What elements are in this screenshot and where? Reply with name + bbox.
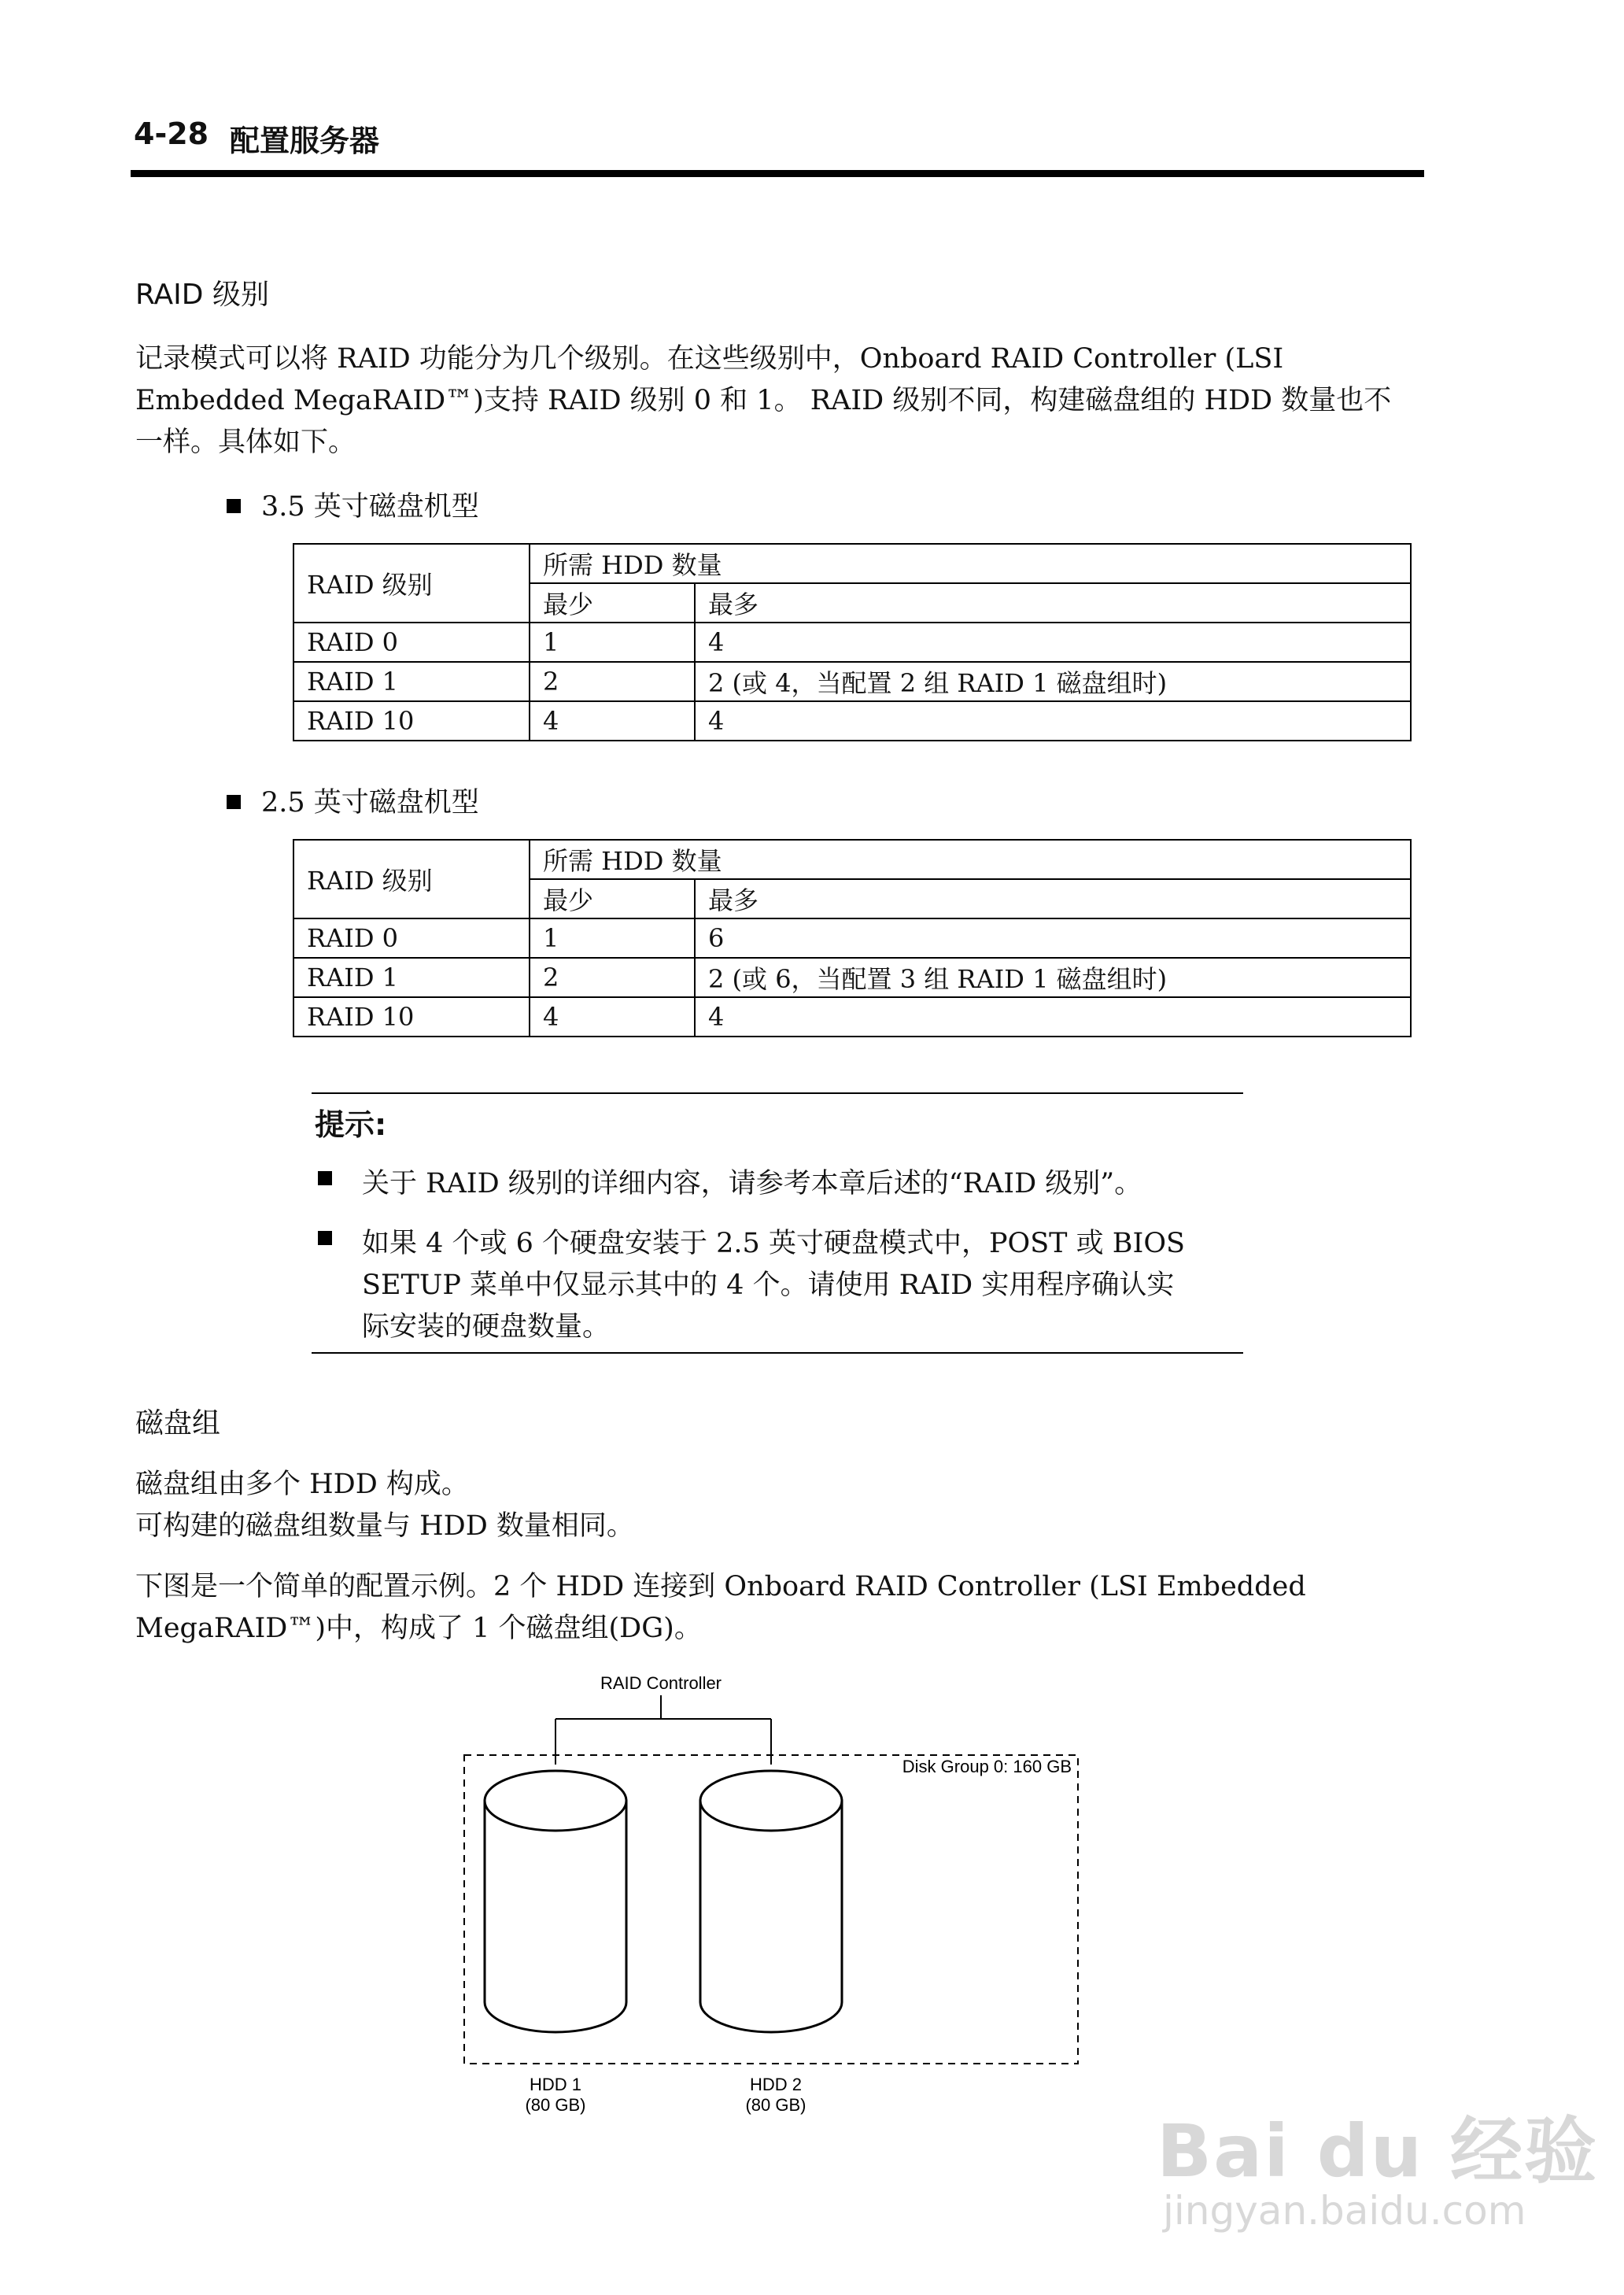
cell-level: RAID 0 (293, 918, 530, 958)
section-title-raid: RAID 级别 (135, 279, 269, 311)
page-number: 4-28 (134, 116, 209, 151)
tip-title: 提示: (315, 1107, 387, 1142)
table-row (293, 997, 1411, 1037)
cell-min: 2 (530, 662, 695, 701)
baidu-watermark-url: jingyan.baidu.com (1163, 2188, 1526, 2234)
header-required-hdd: 所需 HDD 数量 (530, 840, 1411, 879)
cell-min: 1 (530, 918, 695, 958)
disk-group-label: Disk Group 0: 160 GB (902, 1757, 1072, 1776)
cell-level: RAID 10 (293, 997, 530, 1037)
baidu-watermark-logo: Bai du 经验 (1157, 2109, 1599, 2193)
hdd2-cylinder-icon (700, 1771, 842, 2032)
cell-max: 4 (695, 997, 1411, 1037)
chapter-title: 配置服务器 (230, 124, 380, 158)
hdd2-size: (80 GB) (745, 2095, 806, 2115)
header-raid-level: RAID 级别 (293, 840, 530, 918)
table-row (293, 623, 1411, 662)
bullet-square-icon (227, 795, 241, 809)
tip-item: 如果 4 个或 6 个硬盘安装于 2.5 英寸硬盘模式中，POST 或 BIOS SETUP 菜单中仅显示其中的 4 个。请使用 RAID 实用程序确认实 际安装的硬盘数量。 (362, 1228, 1185, 1343)
raid-controller-label: RAID Controller (600, 1673, 722, 1693)
cell-level: RAID 0 (293, 623, 530, 662)
cell-min: 2 (530, 958, 695, 997)
hdd2-name: HDD 2 (749, 2075, 803, 2094)
table-row (293, 918, 1411, 958)
cell-max: 2 (或 4，当配置 2 组 RAID 1 磁盘组时) (695, 662, 1411, 701)
header-raid-level: RAID 级别 (293, 544, 530, 623)
header-rule (131, 170, 1424, 177)
cell-min: 4 (530, 701, 695, 741)
cell-max: 2 (或 6，当配置 3 组 RAID 1 磁盘组时) (695, 958, 1411, 997)
bullet-square-icon (227, 499, 241, 513)
raid-intro-paragraph: 记录模式可以将 RAID 功能分为几个级别。在这些级别中，Onboard RAID Controller (LSI Embedded MegaRAID™)支持 RAID 级别 0 和 1。 RAID 级别不同，构建磁盘组的 HDD 数量也不 一样。具体如下。 (135, 343, 1392, 458)
table-35-inch (293, 543, 1412, 741)
cell-level: RAID 1 (293, 958, 530, 997)
table-row (293, 701, 1411, 741)
tip-top-rule (312, 1092, 1243, 1094)
header-min: 最少 (530, 879, 695, 918)
tip-bottom-rule (312, 1352, 1243, 1354)
table-row (293, 958, 1411, 997)
tip-item: 关于 RAID 级别的详细内容，请参考本章后述的“RAID 级别”。 (362, 1168, 1142, 1199)
tip-bullet-square-icon (318, 1231, 352, 1251)
hdd1-size: (80 GB) (525, 2095, 586, 2115)
cell-max: 4 (695, 623, 1411, 662)
cell-max: 6 (695, 918, 1411, 958)
header-min: 最少 (530, 583, 695, 623)
header-max: 最多 (695, 879, 1411, 918)
header-max: 最多 (695, 583, 1411, 623)
section-title-disk-group: 磁盘组 (135, 1407, 221, 1439)
tip-bullet-square-icon (318, 1171, 352, 1191)
caption-25: 2.5 英寸磁盘机型 (227, 781, 479, 820)
hdd1-name: HDD 1 (529, 2075, 582, 2094)
caption-35: 3.5 英寸磁盘机型 (227, 485, 479, 524)
cell-level: RAID 1 (293, 662, 530, 701)
hdd1-cylinder-icon (485, 1771, 626, 2032)
cell-max: 4 (695, 701, 1411, 741)
cell-min: 4 (530, 997, 695, 1037)
cell-min: 1 (530, 623, 695, 662)
diagram-intro-paragraph: 下图是一个简单的配置示例。2 个 HDD 连接到 Onboard RAID Controller (LSI Embedded MegaRAID™)中，构成了 1 个磁盘组(DG)。 (135, 1571, 1306, 1644)
cell-level: RAID 10 (293, 701, 530, 741)
header-required-hdd: 所需 HDD 数量 (530, 544, 1411, 583)
table-row (293, 662, 1411, 701)
disk-group-paragraph: 磁盘组由多个 HDD 构成。 可构建的磁盘组数量与 HDD 数量相同。 (135, 1469, 634, 1542)
table-25-inch (293, 839, 1412, 1037)
disk-group-diagram (441, 1669, 1102, 2141)
